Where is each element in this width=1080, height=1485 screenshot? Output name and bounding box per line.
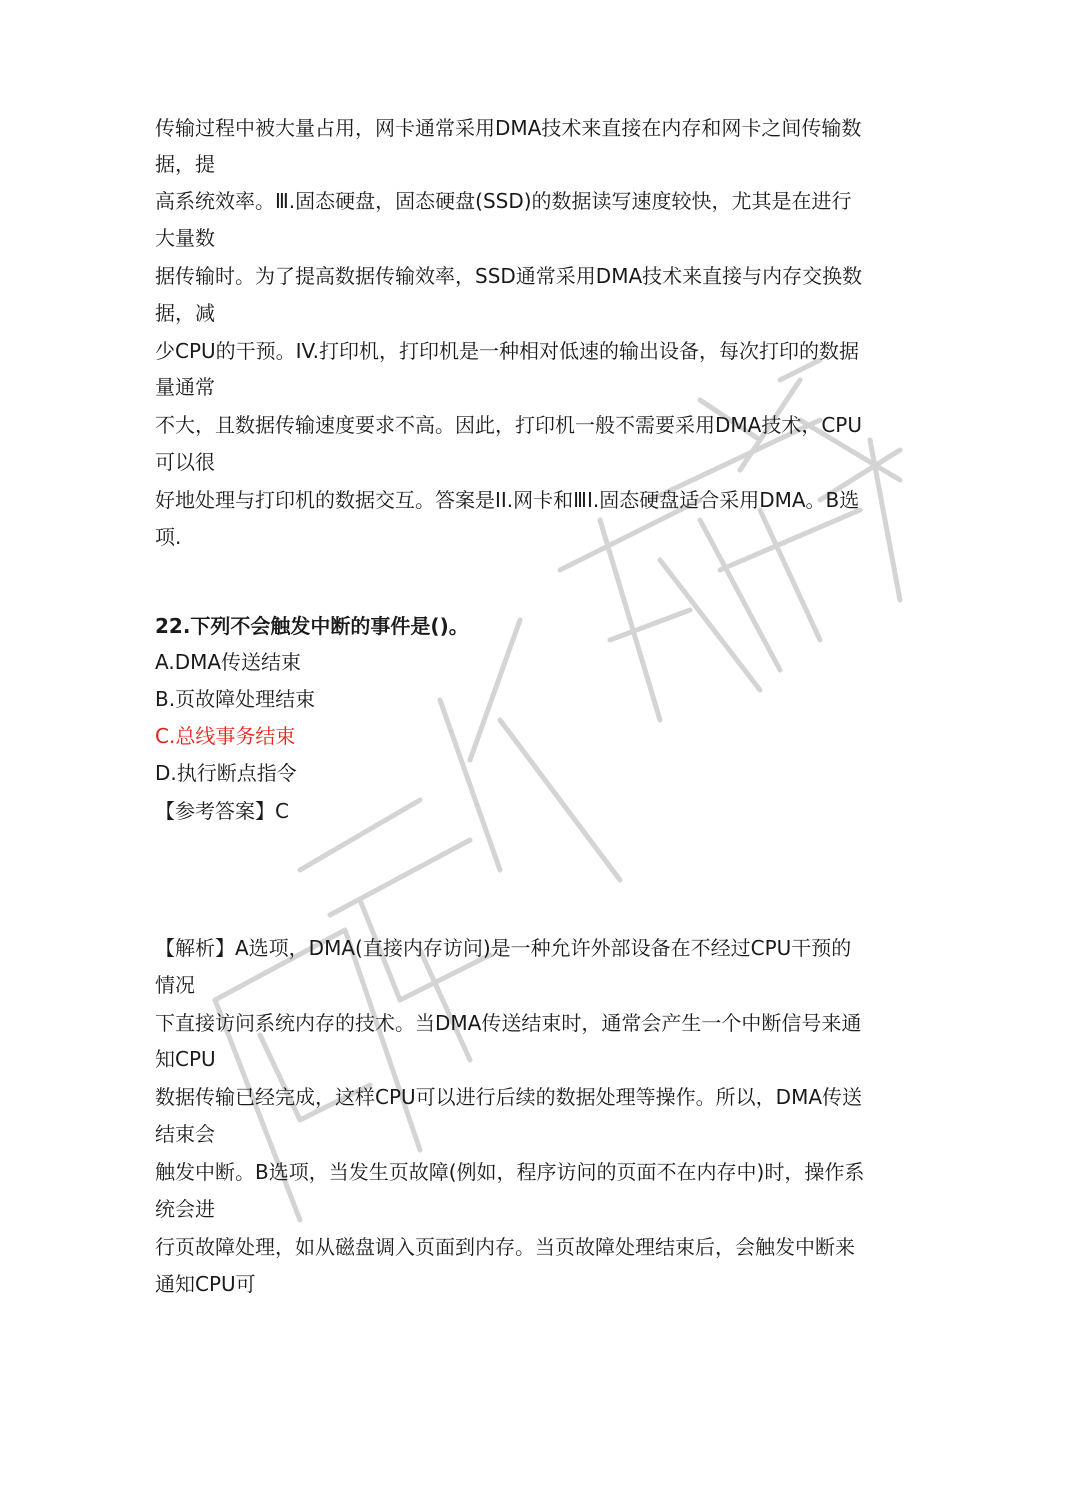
text-line: 数据传输已经完成，这样CPU可以进行后续的数据处理等操作。所以，DMA传送	[155, 1085, 863, 1109]
text-line: 行页故障处理，如从磁盘调入页面到内存。当页故障处理结束后，会触发中断来	[155, 1235, 855, 1259]
text-line: 量通常	[155, 375, 215, 399]
text-line: 好地处理与打印机的数据交互。答案是II.网卡和ⅢI.固态硬盘适合采用DMA。B选	[155, 488, 860, 512]
text-line: 高系统效率。Ⅲ.固态硬盘，固态硬盘(SSD)的数据读写速度较快，尤其是在进行	[155, 189, 852, 213]
text-line: 可以很	[155, 450, 215, 474]
text-line: 下直接访问系统内存的技术。当DMA传送结束时，通常会产生一个中断信号来通	[155, 1011, 862, 1035]
text-line: 【解析】A选项，DMA(直接内存访问)是一种允许外部设备在不经过CPU干预的	[155, 936, 852, 960]
text-line: 通知CPU可	[155, 1272, 256, 1296]
option-c-correct: C.总线事务结束	[155, 724, 296, 748]
question-title: 22.下列不会触发中断的事件是()。	[155, 614, 469, 638]
text-line: 统会进	[155, 1197, 215, 1221]
text-line: 据，减	[155, 301, 215, 325]
text-line: 少CPU的干预。IV.打印机，打印机是一种相对低速的输出设备，每次打印的数据	[155, 339, 860, 363]
text-line: 情况	[155, 973, 195, 997]
reference-answer: 【参考答案】C	[155, 799, 289, 823]
text-line: 不大，且数据传输速度要求不高。因此，打印机一般不需要采用DMA技术，CPU	[155, 413, 863, 437]
text-line: 据，提	[155, 152, 215, 176]
option-a: A.DMA传送结束	[155, 650, 302, 674]
option-d: D.执行断点指令	[155, 761, 297, 785]
option-b: B.页故障处理结束	[155, 687, 316, 711]
text-line: 大量数	[155, 226, 215, 250]
text-line: 传输过程中被大量占用，网卡通常采用DMA技术来直接在内存和网卡之间传输数	[155, 116, 862, 140]
text-line: 触发中断。B选项，当发生页故障(例如，程序访问的页面不在内存中)时，操作系	[155, 1160, 865, 1184]
text-line: 项.	[155, 525, 182, 549]
text-line: 据传输时。为了提高数据传输效率，SSD通常采用DMA技术来直接与内存交换数	[155, 264, 863, 288]
text-line: 知CPU	[155, 1047, 216, 1071]
text-line: 结束会	[155, 1122, 215, 1146]
